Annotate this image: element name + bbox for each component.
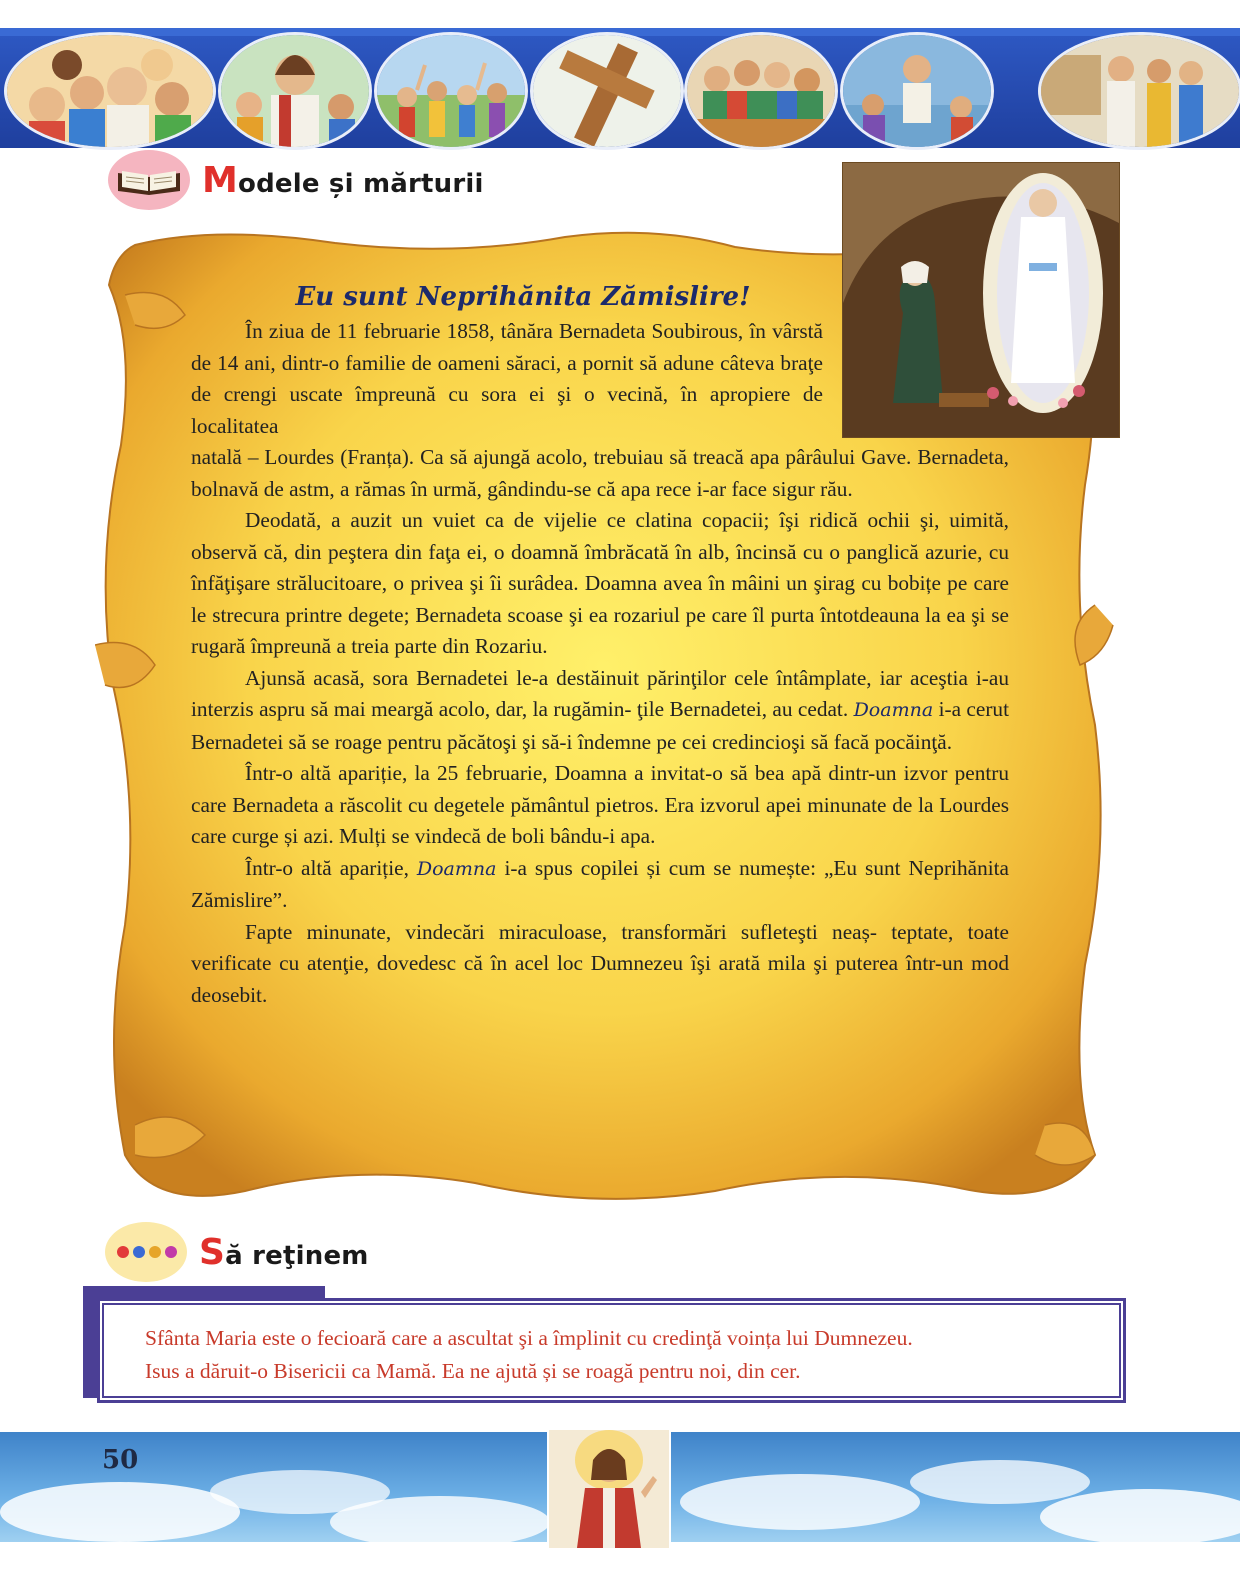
section-retain-title: Să reţinem [199, 1231, 369, 1273]
retain-box-tab-side [83, 1286, 97, 1398]
retain-text [145, 1322, 1120, 1388]
story-paragraph-3: Ajunsă acasă, sora Bernadetei le-a destăinuit părinţilor cele întâmplate, iar aceştia i-au interzis aspru să mai meargă acolo, dar, la rugămin- ţile Bernadetei, au cedat. Doamna i-a cerut Bernadetei să se roage pentru păcătoşi şi să-i îndemne pe cei credincioşi să facă pocăinţă. [191, 665, 1009, 754]
page-number: 50 [102, 1445, 139, 1475]
story-paragraph-6: Fapte minunate, vindecări miraculoase, transformări sufleteşti neaș- teptate, toate verificate cu atenţie, dovedesc că în acel loc Dumnezeu îşi arată mila şi puterea într-un mod deosebit. [191, 919, 1009, 1007]
banner-illustration-supper [684, 32, 838, 150]
rosary-beads-icon [105, 1222, 187, 1282]
section-retain-heading [105, 1222, 369, 1282]
story-paragraph-5: Într-o altă apariție, Doamna i-a spus copilei și cum se numește: „Eu sunt Neprihănita Zămislire”. [191, 855, 1010, 912]
jesus-blessing-image [547, 1428, 671, 1550]
story-paragraph-1: În ziua de 11 februarie 1858, tânăra Bernadeta Soubirous, în vârstă de 14 ani, dintr-o familie de oameni săraci, a pornit să adune câteva braţe de crengi uscate împreună cu sora ei şi o vecină, în apropiere de localitatea [191, 319, 823, 438]
open-book-icon [108, 150, 190, 210]
top-banner [0, 28, 1240, 148]
retain-line-1: Sfânta Maria este o fecioară care a ascultat şi a împlinit cu credinţă voința lui Dumnezeu. [145, 1326, 913, 1350]
banner-illustration-jesus-children [218, 32, 372, 150]
banner-illustration-preaching [840, 32, 994, 150]
banner-illustration-disciples [1038, 32, 1240, 150]
banner-illustration-crowd [374, 32, 528, 150]
section-models-title: Modele și mărturii [202, 159, 484, 201]
story-text [191, 282, 1009, 1011]
retain-line-2: Isus a dăruit-o Bisericii ca Mamă. Ea ne ajută și se roagă pentru noi, din cer. [145, 1359, 801, 1383]
story-paragraph-4: Într-o altă apariție, la 25 februarie, Doamna a invitat-o să bea apă dintr-un izvor pentru care Bernadeta a răscolit cu degetele pământul pietros. Era izvorul apei minunate de la Lourdes care curge și azi. Mulți se vindecă de boli bându-i apa. [191, 761, 1009, 848]
story-title: Eu sunt Neprihănita Zămislire! [295, 282, 751, 312]
banner-illustration-cross [530, 32, 684, 150]
story-paragraph-1-cont: natală – Lourdes (Franța). Ca să ajungă acolo, trebuiau să treacă apa pârâului Gave. Bernadeta, bolnavă de astm, a rămas în urmă, gândindu-se că apa rece i-ar face sigur rău. [191, 445, 1009, 501]
section-models-heading [108, 150, 484, 210]
banner-illustration-children [4, 32, 216, 150]
story-paragraph-2: Deodată, a auzit un vuiet ca de vijelie ce clatina copacii; îşi ridică ochii şi, uimită, observă că, din peştera din faţa ei, o doamnă îmbrăcată în alb, încinsă cu o panglică azurie, cu înfăţişare strălucitoare, o privea şi îi surâdea. Doamna avea în mâini un şirag cu bobițe pe care le strecura printre degete; Bernadeta scoase şi ea rozariul pe care îl purta întotdeauna la ea şi se rugară împreună a treia parte din Rozariu. [191, 508, 1009, 658]
